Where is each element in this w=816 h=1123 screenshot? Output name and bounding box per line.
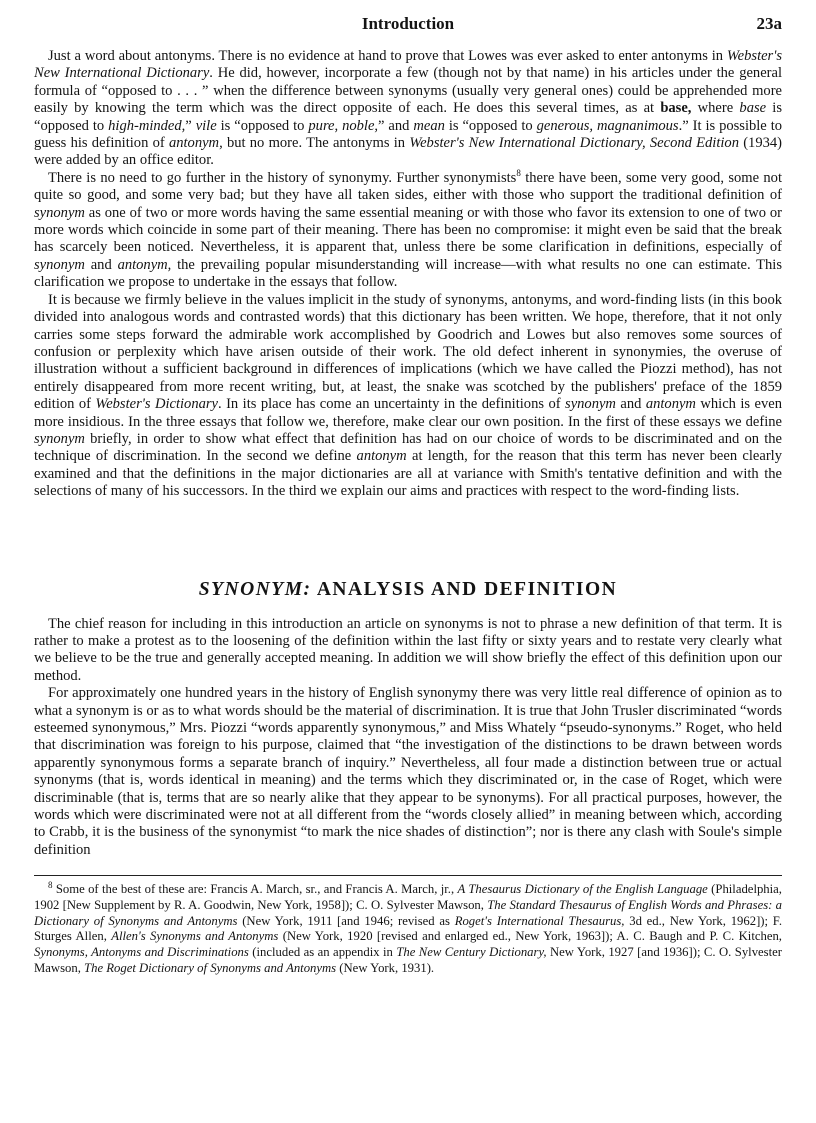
text-run: (New York, 1931). (336, 960, 435, 975)
text-run: is “opposed to (34, 100, 783, 134)
text-run: .” It is possible to guess his definition of (34, 117, 783, 152)
paragraph (34, 48, 782, 170)
text-run: 3d ed., New York, 1962]); F. Sturges Allen, (34, 913, 783, 944)
footnote-divider (34, 875, 782, 876)
text-run: pure, noble, (308, 117, 379, 134)
running-title: Introduction (361, 14, 455, 33)
text-run: . In its place has come an uncertainty in the definitions of (218, 396, 566, 413)
text-run: synonym (34, 430, 85, 447)
text-run: The Roget Dictionary of Synonyms and Antonyms (84, 960, 337, 975)
text-run: Roget's International Thesaurus, (454, 913, 625, 928)
text-run: is “opposed to (444, 117, 537, 134)
text-run: (1934) were added by an office editor. (34, 135, 782, 169)
text-run: (Philadelphia, 1902 [New Supplement by R. A. Goodwin, New York, 1958]); C. O. Sylvester Mawson, (34, 882, 782, 912)
text-run: the prevailing popular misunderstanding will increase—with what results no one can estimate. This clarification we propose to undertake in the essays that follow. (34, 256, 783, 291)
text-run: but no more. The antonyms in (222, 135, 410, 152)
text-run: . He did, however, incorporate a few (though not by that name) in his articles under the general formula of “opposed to . . . ” when the difference between synonyms (usually very general ones) could be apprehended more easily by knowing the term which was the direct opposite of each. He does this several times, as at (34, 65, 782, 117)
footnote-ref: 8 (48, 880, 53, 891)
footnote (34, 882, 782, 976)
text-run: A Thesaurus Dictionary of the English Language (457, 882, 708, 897)
text-run: New York, 1927 [and 1936]); C. O. Sylvester Mawson, (34, 945, 782, 975)
text-run: which is even more insidious. In the three essays that follow we, therefore, make clear our own position. In the first of these essays we define (34, 396, 783, 430)
text-run: is “opposed to (216, 117, 309, 134)
text-run: synonym (34, 204, 85, 221)
text-run: and (84, 256, 118, 273)
page-number: 23a (756, 14, 782, 33)
section-heading (34, 579, 782, 601)
text-run: and (615, 396, 646, 413)
text-run: antonym (645, 396, 696, 413)
text-run: Synonyms, Antonyms and Discriminations (34, 945, 249, 960)
section-heading-term: SYNONYM: (198, 578, 312, 600)
paragraph (34, 170, 782, 292)
text-run: vile (195, 117, 217, 134)
text-run: ” and (378, 117, 414, 134)
text-run: briefly, in order to show what effect that definition has had on our choice of words to be discriminated and on the technique of discrimination. In the second we define (34, 430, 782, 465)
text-run: Allen's Synonyms and Antonyms (111, 929, 279, 944)
text-run: There is no need to go further in the history of synonymy. Further synonymists (48, 169, 517, 186)
text-run: (included as an appendix in (248, 945, 397, 960)
text-run: The Standard Thesaurus of English Words and Phrases: a Dictionary of Synonyms and Antonyms (34, 897, 782, 928)
running-header (34, 0, 782, 48)
text-run: mean (413, 117, 445, 134)
text-run: synonym (565, 396, 616, 413)
paragraph (34, 685, 782, 859)
text-run: antonym, (117, 256, 172, 273)
section-heading-rest: ANALYSIS AND DEFINITION (311, 578, 618, 600)
paragraph (34, 616, 782, 686)
text-run: ” (185, 117, 196, 134)
text-run: It is because we firmly believe in the values implicit in the study of synonyms, antonyms, and word-finding lists (in this book divided into analogous words and contrasted words) that this dictionary has been written. We hope, therefore, that it not only carries some steps forward the admirable work accomplished by Goodrich and Lowes but also removes some sources of confusion or perplexity which have arisen outside of their work. The old defect inherent in synonymies, the overuse of illustration without a sufficient background in differences of implications (which we have called the Piozzi method), has not entirely disappeared from more recent writing, but, at least, the snake was scotched by the publishers' preface of the 1859 edition of (34, 291, 782, 413)
text-run: The chief reason for including in this introduction an article on synonyms is not to phrase a new definition of that term. It is rather to make a protest as to the loosening of the definition within the last fifty or sixty years and to restate very clearly what we believe to be the true and generally accepted meaning. In addition we will show briefly the effect of this definition upon our method. (34, 615, 782, 684)
page (34, 0, 782, 976)
text-run: where (691, 100, 740, 117)
text-run: antonym (356, 448, 407, 465)
text-run: Webster's New International Dictionary, Second Edition (409, 135, 739, 152)
text-run: base, (660, 100, 692, 117)
text-run: For approximately one hundred years in the history of English synonymy there was very little real difference of opinion as to what a synonym is or as to what words should be the material of discrimination. It is true that John Trusler discriminated “words esteemed synonymous,” Mrs. Piozzi “words apparently synonymous,” and Miss Whately “pseudo-synonyms.” Roget, who held that discrimination was foreign to his purpose, claimed that “the investigation of the distinctions to be drawn between words apparently synonymous forms a separate branch of inquiry.” Nevertheless, all four made a distinction between true or actual synonyms (that is, words identical in meaning) and the terms which they discriminated or, in the case of Roget, which were discriminable (that is, terms that are so nearly alike that they appear to be synonyms). For all practical purposes, however, the words which were discriminated were not at all different from the “words closely allied” in meaning between which, according to Crabb, it is the business of the synonymist “to mark the nice shades of distinction”; nor is there any clash with Soule's simple definition (34, 685, 782, 858)
footnote-ref: 8 (516, 168, 521, 178)
text-run: Webster's New International Dictionary (34, 48, 782, 82)
text-run: there have been, some very good, some not quite so good, and some very bad; but they have all taken sides, either with those who support the traditional definition of (34, 169, 782, 204)
text-run: high-minded, (108, 117, 186, 134)
text-run: Webster's Dictionary (95, 396, 218, 413)
text-run: antonym, (168, 135, 223, 152)
text-run: base (739, 100, 767, 117)
text-run: at length, for the reason that this term has never been clearly examined and that the definitions in the major dictionaries are all at variance with Smith's tentative definition and with the selections of many of his successors. In the third we explain our aims and practices with respect to the word-finding lists. (34, 448, 782, 500)
paragraph (34, 292, 782, 501)
text-run: Just a word about antonyms. There is no evidence at hand to prove that Lowes was ever asked to enter antonyms in (48, 48, 727, 64)
text-run: generous, magnanimous (536, 117, 679, 134)
text-run: (New York, 1920 [revised and enlarged ed., New York, 1963]); A. C. Baugh and P. C. Kitchen, (278, 929, 782, 944)
text-run: Some of the best of these are: Francis A. March, sr., and Francis A. March, jr., (52, 882, 458, 897)
text-run: synonym (34, 256, 85, 273)
text-run: as one of two or more words having the same essential meaning or with those who favor its extension to one of two or more words which coincide in some part of their meaning. There has been no compromise: it might even be said that the break has scarcely been noticed. Nevertheless, it is apparent that, unless there be some clarification in definitions, especially of (34, 204, 782, 256)
text-run: (New York, 1911 [and 1946; revised as (237, 913, 455, 928)
text-run: The New Century Dictionary, (396, 945, 547, 960)
